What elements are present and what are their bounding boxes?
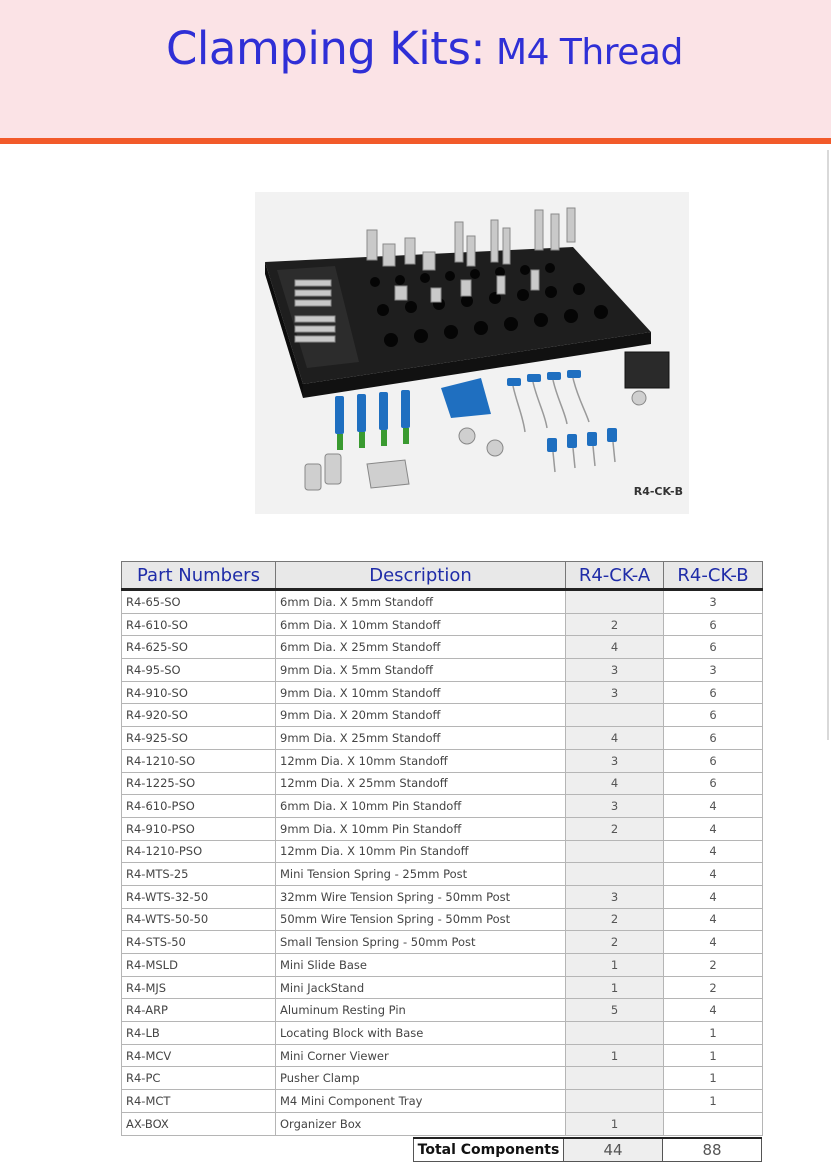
kit-a-qty-cell: 3 xyxy=(566,659,664,682)
kit-a-qty-cell: 4 xyxy=(566,727,664,750)
kit-b-qty-cell: 4 xyxy=(664,931,763,954)
part-number-cell: R4-MSLD xyxy=(122,954,276,977)
kit-b-qty-cell: 1 xyxy=(664,1067,763,1090)
kit-b-qty-cell: 1 xyxy=(664,1022,763,1045)
page-title xyxy=(166,22,683,75)
description-cell: Mini Slide Base xyxy=(276,954,566,977)
kit-b-qty-cell: 6 xyxy=(664,681,763,704)
part-number-cell: R4-ARP xyxy=(122,999,276,1022)
part-number-cell: R4-MCV xyxy=(122,1044,276,1067)
part-number-cell: R4-910-SO xyxy=(122,681,276,704)
total-kit-a: 44 xyxy=(564,1138,663,1162)
photo-caption: R4-CK-B xyxy=(633,485,683,498)
description-cell: 6mm Dia. X 10mm Pin Standoff xyxy=(276,795,566,818)
part-number-cell: R4-1210-PSO xyxy=(122,840,276,863)
table-row xyxy=(122,817,763,840)
kit-a-qty-cell: 3 xyxy=(566,885,664,908)
product-photo xyxy=(255,192,689,514)
part-number-cell: R4-925-SO xyxy=(122,727,276,750)
kit-a-qty-cell: 5 xyxy=(566,999,664,1022)
part-number-cell: R4-MJS xyxy=(122,976,276,999)
kit-a-qty-cell xyxy=(566,590,664,614)
kit-a-qty-cell: 4 xyxy=(566,636,664,659)
kit-b-qty-cell: 4 xyxy=(664,885,763,908)
description-cell: 12mm Dia. X 25mm Standoff xyxy=(276,772,566,795)
kit-b-qty-cell: 4 xyxy=(664,795,763,818)
total-row xyxy=(413,1137,762,1162)
header-part-numbers: Part Numbers xyxy=(122,562,276,590)
description-cell: 9mm Dia. X 10mm Pin Standoff xyxy=(276,817,566,840)
kit-a-qty-cell: 1 xyxy=(566,1044,664,1067)
green-tips xyxy=(337,428,409,450)
part-number-cell: R4-STS-50 xyxy=(122,931,276,954)
kit-a-qty-cell: 2 xyxy=(566,613,664,636)
header-kit-b: R4-CK-B xyxy=(664,562,763,590)
table-row xyxy=(122,749,763,772)
parts-table xyxy=(121,561,763,1136)
kit-b-qty-cell: 4 xyxy=(664,817,763,840)
kit-b-qty-cell: 4 xyxy=(664,908,763,931)
description-cell: 9mm Dia. X 10mm Standoff xyxy=(276,681,566,704)
table-row xyxy=(122,659,763,682)
description-cell: Pusher Clamp xyxy=(276,1067,566,1090)
kit-b-qty-cell: 6 xyxy=(664,613,763,636)
description-cell: 12mm Dia. X 10mm Pin Standoff xyxy=(276,840,566,863)
description-cell: 32mm Wire Tension Spring - 50mm Post xyxy=(276,885,566,908)
table-row xyxy=(122,590,763,614)
kit-b-qty-cell: 4 xyxy=(664,863,763,886)
table-row xyxy=(122,1112,763,1135)
kit-b-qty-cell: 3 xyxy=(664,659,763,682)
kit-a-qty-cell xyxy=(566,704,664,727)
total-kit-b: 88 xyxy=(663,1138,762,1162)
part-number-cell: R4-920-SO xyxy=(122,704,276,727)
header-kit-a: R4-CK-A xyxy=(566,562,664,590)
description-cell: Aluminum Resting Pin xyxy=(276,999,566,1022)
table-row xyxy=(122,954,763,977)
description-cell: Mini Tension Spring - 25mm Post xyxy=(276,863,566,886)
kit-b-qty-cell: 6 xyxy=(664,727,763,750)
description-cell: Mini JackStand xyxy=(276,976,566,999)
description-cell: 6mm Dia. X 5mm Standoff xyxy=(276,590,566,614)
header-description: Description xyxy=(276,562,566,590)
table-row xyxy=(122,704,763,727)
table-row xyxy=(122,681,763,704)
table-row xyxy=(122,840,763,863)
part-number-cell: R4-95-SO xyxy=(122,659,276,682)
kit-b-qty-cell: 6 xyxy=(664,772,763,795)
part-number-cell: R4-1225-SO xyxy=(122,772,276,795)
kit-a-qty-cell: 3 xyxy=(566,681,664,704)
part-number-cell: R4-MCT xyxy=(122,1090,276,1113)
part-number-cell: R4-65-SO xyxy=(122,590,276,614)
kit-a-qty-cell xyxy=(566,1022,664,1045)
kit-b-qty-cell xyxy=(664,1112,763,1135)
table-row xyxy=(122,863,763,886)
description-cell: 9mm Dia. X 5mm Standoff xyxy=(276,659,566,682)
table-row xyxy=(122,976,763,999)
kit-a-qty-cell: 3 xyxy=(566,795,664,818)
total-label: Total Components xyxy=(414,1138,564,1162)
kit-b-qty-cell: 2 xyxy=(664,954,763,977)
table-row xyxy=(122,1067,763,1090)
title-sub: M4 Thread xyxy=(485,32,683,73)
description-cell: 9mm Dia. X 25mm Standoff xyxy=(276,727,566,750)
kit-b-qty-cell: 4 xyxy=(664,999,763,1022)
table-row xyxy=(122,795,763,818)
kit-a-qty-cell: 2 xyxy=(566,817,664,840)
table-row xyxy=(122,908,763,931)
part-number-cell: R4-LB xyxy=(122,1022,276,1045)
kit-b-qty-cell: 6 xyxy=(664,704,763,727)
kit-b-qty-cell: 6 xyxy=(664,749,763,772)
kit-a-qty-cell: 1 xyxy=(566,954,664,977)
part-number-cell: AX-BOX xyxy=(122,1112,276,1135)
table-row xyxy=(122,613,763,636)
description-cell: Locating Block with Base xyxy=(276,1022,566,1045)
part-number-cell: R4-WTS-32-50 xyxy=(122,885,276,908)
kit-illustration xyxy=(255,192,689,514)
part-number-cell: R4-MTS-25 xyxy=(122,863,276,886)
kit-a-qty-cell: 3 xyxy=(566,749,664,772)
kit-a-qty-cell: 1 xyxy=(566,976,664,999)
part-number-cell: R4-610-SO xyxy=(122,613,276,636)
kit-b-qty-cell: 3 xyxy=(664,590,763,614)
description-cell: 6mm Dia. X 25mm Standoff xyxy=(276,636,566,659)
table-row xyxy=(122,1044,763,1067)
kit-a-qty-cell xyxy=(566,1090,664,1113)
part-number-cell: R4-910-PSO xyxy=(122,817,276,840)
description-cell: 9mm Dia. X 20mm Standoff xyxy=(276,704,566,727)
kit-b-qty-cell: 2 xyxy=(664,976,763,999)
kit-b-qty-cell: 1 xyxy=(664,1044,763,1067)
kit-a-qty-cell: 2 xyxy=(566,931,664,954)
part-number-cell: R4-WTS-50-50 xyxy=(122,908,276,931)
description-cell: Mini Corner Viewer xyxy=(276,1044,566,1067)
kit-a-qty-cell: 2 xyxy=(566,908,664,931)
kit-b-qty-cell: 4 xyxy=(664,840,763,863)
header-divider xyxy=(0,138,831,144)
kit-a-qty-cell: 4 xyxy=(566,772,664,795)
kit-a-qty-cell: 1 xyxy=(566,1112,664,1135)
kit-a-qty-cell xyxy=(566,863,664,886)
title-main: Clamping Kits: xyxy=(166,22,486,75)
kit-a-qty-cell xyxy=(566,1067,664,1090)
description-cell: 50mm Wire Tension Spring - 50mm Post xyxy=(276,908,566,931)
table-row xyxy=(122,636,763,659)
part-number-cell: R4-1210-SO xyxy=(122,749,276,772)
kit-b-qty-cell: 6 xyxy=(664,636,763,659)
part-number-cell: R4-610-PSO xyxy=(122,795,276,818)
kit-a-qty-cell xyxy=(566,840,664,863)
description-cell: Small Tension Spring - 50mm Post xyxy=(276,931,566,954)
description-cell: 12mm Dia. X 10mm Standoff xyxy=(276,749,566,772)
table-row xyxy=(122,1022,763,1045)
description-cell: 6mm Dia. X 10mm Standoff xyxy=(276,613,566,636)
wire-springs xyxy=(513,378,615,472)
description-cell: Organizer Box xyxy=(276,1112,566,1135)
description-cell: M4 Mini Component Tray xyxy=(276,1090,566,1113)
table-row xyxy=(122,999,763,1022)
side-divider xyxy=(827,150,829,740)
part-number-cell: R4-625-SO xyxy=(122,636,276,659)
table-row xyxy=(122,727,763,750)
table-header-row xyxy=(122,562,763,590)
table-row xyxy=(122,931,763,954)
table-row xyxy=(122,1090,763,1113)
part-number-cell: R4-PC xyxy=(122,1067,276,1090)
table-row xyxy=(122,885,763,908)
kit-b-qty-cell: 1 xyxy=(664,1090,763,1113)
table-row xyxy=(122,772,763,795)
